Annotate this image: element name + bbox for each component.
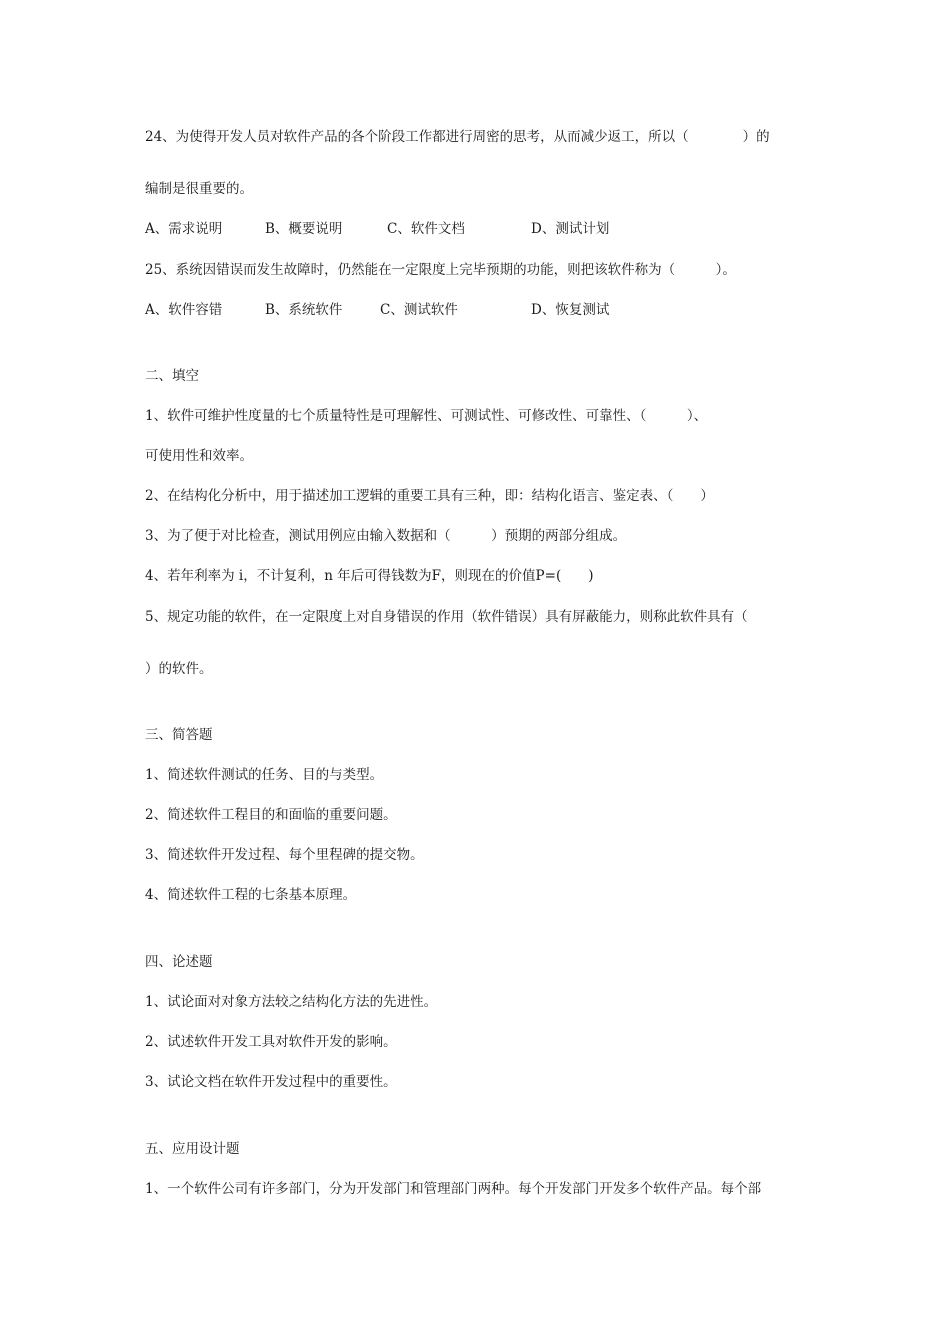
section-design-title: 五、应用设计题	[145, 1141, 240, 1157]
q25-option-d: D、恢复测试	[531, 302, 610, 318]
q24-option-b: B、概要说明	[265, 221, 343, 237]
fill-q1-line1: 1、软件可维护性度量的七个质量特性是可理解性、可测试性、可修改性、可靠性、（ ）、	[145, 408, 708, 424]
essay-item-2: 2、试述软件开发工具对软件开发的影响。	[145, 1034, 397, 1050]
essay-item-1: 1、试论面对对象方法较之结构化方法的先进性。	[145, 994, 438, 1010]
section-fill-title: 二、填空	[145, 368, 199, 384]
section-short-title: 三、简答题	[145, 727, 213, 743]
fill-q5-line2: ）的软件。	[145, 661, 213, 677]
q25-option-b: B、系统软件	[265, 302, 343, 318]
q25-option-a: A、软件容错	[145, 302, 223, 318]
fill-q5-line1: 5、规定功能的软件，在一定限度上对自身错误的作用（软件错误）具有屏蔽能力，则称此软件具有（	[145, 609, 748, 625]
fill-q4: 4、若年利率为 i，不计复利，n 年后可得钱数为F，则现在的价值P=( )	[145, 568, 594, 584]
fill-q1-line2: 可使用性和效率。	[145, 448, 253, 464]
fill-q2: 2、在结构化分析中，用于描述加工逻辑的重要工具有三种，即：结构化语言、鉴定表、（ ）	[145, 488, 714, 504]
q24-option-c: C、软件文档	[387, 221, 465, 237]
section-essay-title: 四、论述题	[145, 954, 213, 970]
fill-q3: 3、为了便于对比检查，测试用例应由输入数据和（ ）预期的两部分组成。	[145, 528, 627, 544]
q24-option-d: D、测试计划	[531, 221, 610, 237]
q24-option-a: A、需求说明	[145, 221, 223, 237]
q25-line1: 25、系统因错误而发生故障时，仍然能在一定限度上完毕预期的功能，则把该软件称为（ ）。	[145, 262, 736, 278]
q25-option-c: C、测试软件	[380, 302, 458, 318]
short-item-3: 3、简述软件开发过程、每个里程碑的提交物。	[145, 847, 424, 863]
q24-line1: 24、为使得开发人员对软件产品的各个阶段工作都进行周密的思考，从而减少返工，所以（ ）的	[145, 129, 770, 145]
short-item-1: 1、简述软件测试的任务、目的与类型。	[145, 767, 384, 783]
short-item-2: 2、简述软件工程目的和面临的重要问题。	[145, 807, 397, 823]
short-item-4: 4、简述软件工程的七条基本原理。	[145, 887, 357, 903]
q24-line2: 编制是很重要的。	[145, 181, 253, 197]
design-q1-line1: 1、一个软件公司有许多部门，分为开发部门和管理部门两种。每个开发部门开发多个软件产品。每个部	[145, 1181, 762, 1197]
essay-item-3: 3、试论文档在软件开发过程中的重要性。	[145, 1074, 397, 1090]
